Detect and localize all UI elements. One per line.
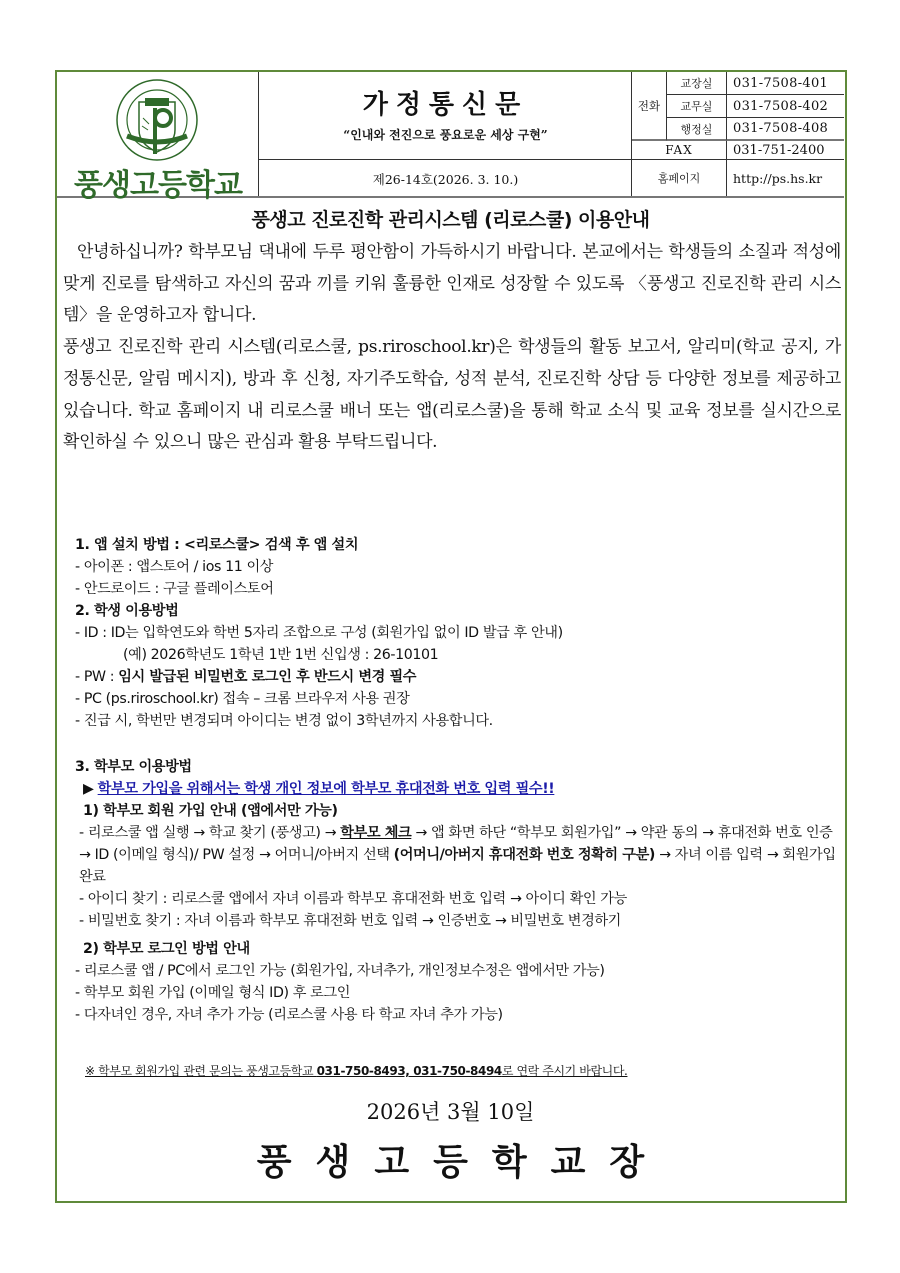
section2-promotion: - 진급 시, 학번만 변경되며 아이디는 변경 없이 3학년까지 사용합니다. xyxy=(75,713,493,729)
signup-a: - 리로스쿨 앱 실행 → 학교 찾기 (풍생고) → xyxy=(79,825,341,841)
notice-suffix: 로 연락 주시기 바랍니다. xyxy=(501,1064,628,1078)
newsletter-title: 가정통신문 xyxy=(362,90,529,120)
section1-item-android: - 안드로이드 : 구글 플레이스토어 xyxy=(75,581,274,597)
section1-heading: 1. 앱 설치 방법 : <리로스쿨> 검색 후 앱 설치 xyxy=(75,537,359,553)
sub2-heading: 2) 학부모 로그인 방법 안내 xyxy=(83,941,250,957)
sub1-heading: 1) 학부모 회원 가입 안내 (앱에서만 가능) xyxy=(83,803,338,819)
document-title: 풍생고 진로진학 관리시스템 (리로스쿨) 이용안내 xyxy=(251,209,650,231)
section1-item-iphone: - 아이폰 : 앱스토어 / ios 11 이상 xyxy=(75,559,274,575)
contact-notice xyxy=(85,1062,627,1079)
notice-phones: 031-750-8493, 031-750-8494 xyxy=(316,1064,502,1078)
login-item-1: - 리로스쿨 앱 / PC에서 로그인 가능 (회원가입, 자녀추가, 개인정보수정은 앱에서만 가능) xyxy=(75,963,605,979)
parent-alert xyxy=(75,778,845,800)
document-frame xyxy=(55,70,847,1203)
notice-prefix: ※ 학부모 회원가입 관련 문의는 풍생고등학교 xyxy=(85,1064,317,1078)
issue-date: 2026년 3월 10일 xyxy=(366,1100,535,1124)
section2-pw xyxy=(75,666,845,688)
phone-principal: 031-7508-401 xyxy=(727,72,844,95)
homepage-link[interactable]: http://ps.hs.kr xyxy=(733,170,823,186)
intro-paragraph-2: 풍생고 진로진학 관리 시스템(리로스쿨, ps.riroschool.kr)은 학생들의 활동 보고서, 알리미(학교 공지, 가정통신문, 알림 메시지), 방과 후 신청, 자기주도학습, 성적 분석, 진로진학 상담 등 다양한 정보를 제공하고 있습니다. 학교 홈페이지 내 리로스쿨 배너 또는 앱(리로스쿨)을 통해 학교 소식 및 교육 정보를 실시간으로 확인하실 수 있으니 많은 관심과 활용 부탁드립니다. xyxy=(63,337,841,453)
phone-academic: 031-7508-402 xyxy=(727,95,844,118)
find-pw: - 비밀번호 찾기 : 자녀 이름과 학부모 휴대전화 번호 입력 → 인증번호 → 비밀번호 변경하기 xyxy=(79,913,621,929)
signup-c: → 앱 화면 하단 “학부모 회원가입” → 약관 동의 → 휴대전화 번호 인증 → ID (이메일 형식)/ PW 설정 → 어머니/아버지 선택 xyxy=(79,825,833,863)
signup-parent-check: 학부모 체크 xyxy=(340,825,412,841)
office-admin: 행정실 xyxy=(667,118,727,141)
title-cell xyxy=(259,72,632,160)
issue-cell xyxy=(259,160,632,196)
section-parent xyxy=(75,756,845,1026)
school-name-logo: 풍생고등학교 xyxy=(74,168,242,203)
section2-id: - ID : ID는 입학연도와 학번 5자리 조합으로 구성 (회원가입 없이 ID 발급 후 안내) xyxy=(75,625,563,641)
fax-number: 031-751-2400 xyxy=(727,141,844,160)
section2-id-example: (예) 2026학년도 1학년 1반 1번 신입생 : 26-10101 xyxy=(123,647,439,663)
section3-heading: 3. 학부모 이용방법 xyxy=(75,759,192,775)
principal-signature: 풍생고등학교장 xyxy=(256,1141,669,1183)
intro-paragraph-1: 안녕하십니까? 학부모님 댁내에 두루 평안함이 가득하시기 바랍니다. 본교에서는 학생들의 소질과 적성에 맞게 진로를 탐색하고 자신의 꿈과 끼를 키워 훌륭한 인재로 성장할 수 있도록 〈풍생고 진로진학 관리 시스템〉을 운영하고자 합니다. xyxy=(63,242,841,326)
fax-label: FAX xyxy=(632,141,727,160)
find-id: - 아이디 찾기 : 리로스쿨 앱에서 자녀 이름과 학부모 휴대전화 번호 입력 → 아이디 확인 가능 xyxy=(79,891,627,907)
parent-alert-text: 학부모 가입을 위해서는 학생 개인 정보에 학부모 휴대전화 번호 입력 필수!! xyxy=(97,781,555,797)
office-academic: 교무실 xyxy=(667,95,727,118)
pw-bold: 임시 발급된 비밀번호 로그인 후 반드시 변경 필수 xyxy=(118,669,417,685)
school-emblem-icon xyxy=(115,78,199,162)
school-motto: “인내와 전진으로 풍요로운 세상 구현” xyxy=(343,128,548,142)
header-table xyxy=(57,72,844,203)
phone-label: 전화 xyxy=(632,72,667,141)
section2-pc: - PC (ps.riroschool.kr) 접속 – 크롬 브라우저 사용 권장 xyxy=(75,691,410,707)
signup-e: → 자녀 이름 입력 → 회원가입 완료 xyxy=(79,847,836,885)
homepage-label: 홈페이지 xyxy=(632,160,727,196)
pw-prefix: - PW : xyxy=(75,669,119,685)
section-app-install xyxy=(75,534,845,732)
contact-table xyxy=(632,72,844,196)
logo-cell xyxy=(57,72,259,203)
triangle-right-icon: ▶ xyxy=(83,781,94,797)
signup-bold-note: (어머니/아버지 휴대전화 번호 정확히 구분) xyxy=(393,847,655,863)
login-item-3: - 다자녀인 경우, 자녀 추가 가능 (리로스쿨 사용 타 학교 자녀 추가 가능) xyxy=(75,1007,503,1023)
phone-admin: 031-7508-408 xyxy=(727,118,844,141)
login-item-2: - 학부모 회원 가입 (이메일 형식 ID) 후 로그인 xyxy=(75,985,351,1001)
intro-text xyxy=(63,237,841,459)
section2-heading: 2. 학생 이용방법 xyxy=(75,603,179,619)
signup-steps xyxy=(75,822,845,888)
office-principal: 교장실 xyxy=(667,72,727,95)
issue-number: 제26-14호(2026. 3. 10.) xyxy=(372,172,519,187)
